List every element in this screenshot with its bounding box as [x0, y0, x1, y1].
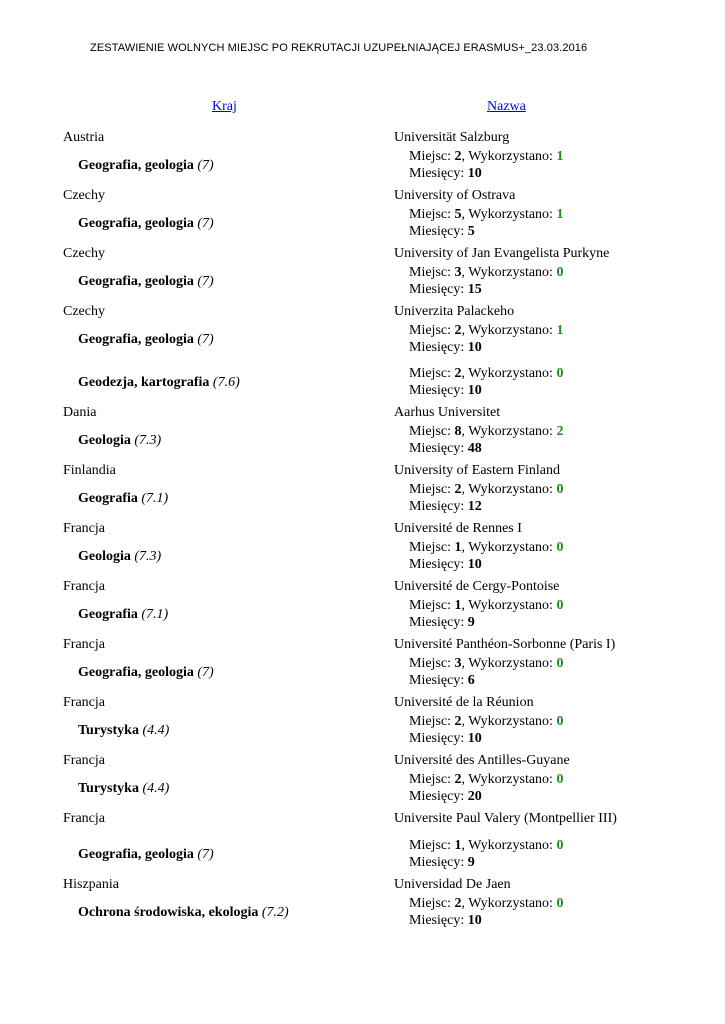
field-row: [63, 597, 638, 632]
used-label: , Wykorzystano:: [461, 482, 557, 497]
field-name: Geografia, geologia: [78, 331, 194, 347]
vacancy-table: [63, 128, 638, 933]
field-of-study: [63, 904, 409, 921]
field-of-study: [63, 432, 409, 449]
months-label: Miesięcy:: [409, 731, 468, 746]
field-row: [63, 539, 638, 574]
university-name: Université des Antilles-Guyane: [394, 753, 570, 768]
quota-line: [409, 322, 638, 339]
field-row: [63, 713, 638, 748]
places-label: Miejsc:: [409, 424, 455, 439]
field-name: Geodezja, kartografia: [78, 374, 210, 390]
university-name: University of Ostrava: [394, 188, 516, 203]
quota-info: [409, 322, 638, 356]
university-name: Universität Salzburg: [394, 130, 510, 145]
quota-info: [409, 713, 638, 747]
used-value: 0: [556, 540, 564, 555]
column-header-country[interactable]: Kraj: [212, 99, 237, 114]
months-label: Miesięcy:: [409, 557, 468, 572]
used-label: , Wykorzystano:: [461, 656, 557, 671]
months-label: Miesięcy:: [409, 913, 468, 928]
field-code: (4.4): [142, 780, 170, 796]
places-label: Miejsc:: [409, 772, 455, 787]
months-label: Miesięcy:: [409, 673, 468, 688]
used-label: , Wykorzystano:: [461, 714, 557, 729]
quota-line: [409, 771, 638, 788]
quota-info: [409, 148, 638, 182]
months-line: [409, 556, 638, 573]
used-value: 0: [556, 838, 564, 853]
places-value: 2: [454, 714, 462, 729]
used-value: 1: [556, 323, 564, 338]
university-name: Universite Paul Valery (Montpellier III): [394, 811, 617, 826]
university-name: Universidad De Jaen: [394, 877, 511, 892]
field-name: Geografia: [78, 606, 138, 622]
places-value: 2: [454, 482, 462, 497]
field-code: (7.2): [261, 904, 289, 920]
months-value: 9: [467, 615, 475, 630]
country-name: Czechy: [63, 188, 105, 203]
places-label: Miejsc:: [409, 482, 455, 497]
months-label: Miesięcy:: [409, 383, 468, 398]
field-name: Geologia: [78, 432, 131, 448]
months-label: Miesięcy:: [409, 499, 468, 514]
months-label: Miesięcy:: [409, 789, 468, 804]
university-name: University of Jan Evangelista Purkyne: [394, 246, 610, 261]
places-value: 8: [454, 424, 462, 439]
months-label: Miesięcy:: [409, 224, 468, 239]
used-value: 0: [556, 772, 564, 787]
places-label: Miejsc:: [409, 149, 455, 164]
used-value: 0: [556, 482, 564, 497]
months-line: [409, 223, 638, 240]
quota-line: [409, 597, 638, 614]
quota-info: [409, 895, 638, 929]
places-value: 2: [454, 323, 462, 338]
field-code: (7.3): [134, 432, 162, 448]
used-value: 1: [556, 207, 564, 222]
quota-info: [409, 539, 638, 573]
months-line: [409, 614, 638, 631]
months-label: Miesięcy:: [409, 441, 468, 456]
country-row: [63, 302, 638, 322]
field-name: Geologia: [78, 548, 131, 564]
used-label: , Wykorzystano:: [461, 424, 557, 439]
places-label: Miejsc:: [409, 366, 455, 381]
country-row: [63, 635, 638, 655]
months-line: [409, 281, 638, 298]
field-code: (7.3): [134, 548, 162, 564]
months-value: 15: [467, 282, 482, 297]
places-value: 3: [454, 265, 462, 280]
months-value: 10: [467, 731, 482, 746]
used-label: , Wykorzystano:: [461, 323, 557, 338]
quota-info: [409, 837, 638, 871]
quota-line: [409, 539, 638, 556]
field-of-study: [63, 490, 409, 507]
country-row: [63, 128, 638, 148]
field-row: [63, 895, 638, 930]
places-value: 1: [454, 598, 462, 613]
quota-line: [409, 837, 638, 854]
quota-line: [409, 895, 638, 912]
country-name: Dania: [63, 405, 97, 420]
months-label: Miesięcy:: [409, 615, 468, 630]
country-name: Hiszpania: [63, 877, 119, 892]
field-name: Geografia, geologia: [78, 215, 194, 231]
university-name: Univerzita Palackeho: [394, 304, 515, 319]
used-value: 0: [556, 598, 564, 613]
document-title: ZESTAWIENIE WOLNYCH MIEJSC PO REKRUTACJI UZUPEŁNIAJĄCEJ ERASMUS+_23.03.2016: [90, 42, 588, 54]
field-row: [63, 481, 638, 516]
field-row: [63, 837, 638, 872]
months-label: Miesięcy:: [409, 855, 468, 870]
months-value: 10: [467, 913, 482, 928]
quota-info: [409, 264, 638, 298]
quota-info: [409, 655, 638, 689]
places-label: Miejsc:: [409, 656, 455, 671]
university-name: University of Eastern Finland: [394, 463, 561, 478]
country-row: [63, 875, 638, 895]
country-row: [63, 693, 638, 713]
quota-info: [409, 206, 638, 240]
places-label: Miejsc:: [409, 540, 455, 555]
field-name: Geografia, geologia: [78, 157, 194, 173]
months-label: Miesięcy:: [409, 282, 468, 297]
field-row: [63, 423, 638, 458]
months-line: [409, 165, 638, 182]
quota-line: [409, 655, 638, 672]
used-label: , Wykorzystano:: [461, 366, 557, 381]
quota-line: [409, 423, 638, 440]
field-of-study: [63, 664, 409, 681]
country-name: Czechy: [63, 246, 105, 261]
country-name: Francja: [63, 521, 105, 536]
months-line: [409, 788, 638, 805]
field-name: Geografia, geologia: [78, 273, 194, 289]
places-label: Miejsc:: [409, 896, 455, 911]
field-name: Geografia, geologia: [78, 846, 194, 862]
field-row: [63, 655, 638, 690]
places-label: Miejsc:: [409, 323, 455, 338]
quota-info: [409, 597, 638, 631]
field-of-study: [63, 157, 409, 174]
used-value: 2: [556, 424, 564, 439]
country-row: [63, 244, 638, 264]
months-value: 10: [467, 166, 482, 181]
field-of-study: [63, 548, 409, 565]
field-of-study: [63, 780, 409, 797]
field-name: Ochrona środowiska, ekologia: [78, 904, 259, 920]
used-label: , Wykorzystano:: [461, 265, 557, 280]
field-of-study: [63, 331, 409, 348]
field-row: [63, 206, 638, 241]
column-header-name[interactable]: Nazwa: [487, 99, 526, 114]
used-value: 0: [556, 366, 564, 381]
field-code: (7): [197, 846, 214, 862]
places-label: Miejsc:: [409, 838, 455, 853]
field-of-study: [63, 722, 409, 739]
field-code: (7): [197, 215, 214, 231]
field-name: Turystyka: [78, 722, 139, 738]
used-label: , Wykorzystano:: [461, 207, 557, 222]
country-name: Austria: [63, 130, 105, 145]
months-value: 48: [467, 441, 482, 456]
places-value: 2: [454, 366, 462, 381]
country-row: [63, 809, 638, 829]
used-label: , Wykorzystano:: [461, 896, 557, 911]
used-value: 1: [556, 149, 564, 164]
country-name: Finlandia: [63, 463, 116, 478]
field-row: [63, 264, 638, 299]
months-value: 20: [467, 789, 482, 804]
country-row: [63, 751, 638, 771]
field-code: (7.1): [141, 490, 169, 506]
months-line: [409, 672, 638, 689]
places-value: 2: [454, 149, 462, 164]
field-of-study: [63, 273, 409, 290]
field-of-study: [63, 606, 409, 623]
field-of-study: [63, 215, 409, 232]
quota-line: [409, 365, 638, 382]
months-value: 9: [467, 855, 475, 870]
country-name: Francja: [63, 695, 105, 710]
used-label: , Wykorzystano:: [461, 772, 557, 787]
used-value: 0: [556, 896, 564, 911]
places-value: 2: [454, 772, 462, 787]
field-name: Geografia: [78, 490, 138, 506]
quota-line: [409, 148, 638, 165]
months-label: Miesięcy:: [409, 340, 468, 355]
country-name: Francja: [63, 637, 105, 652]
months-value: 12: [467, 499, 482, 514]
places-label: Miejsc:: [409, 207, 455, 222]
used-label: , Wykorzystano:: [461, 149, 557, 164]
field-row: [63, 322, 638, 357]
months-line: [409, 440, 638, 457]
months-value: 5: [467, 224, 475, 239]
used-value: 0: [556, 265, 564, 280]
field-code: (7): [197, 273, 214, 289]
field-code: (7): [197, 331, 214, 347]
used-value: 0: [556, 656, 564, 671]
places-label: Miejsc:: [409, 598, 455, 613]
months-value: 6: [467, 673, 475, 688]
used-label: , Wykorzystano:: [461, 598, 557, 613]
field-name: Turystyka: [78, 780, 139, 796]
places-value: 1: [454, 540, 462, 555]
field-of-study: [63, 846, 409, 863]
months-value: 10: [467, 340, 482, 355]
country-row: [63, 519, 638, 539]
quota-line: [409, 206, 638, 223]
field-code: (4.4): [142, 722, 170, 738]
country-name: Francja: [63, 579, 105, 594]
university-name: Université de Rennes I: [394, 521, 522, 536]
quota-line: [409, 481, 638, 498]
university-name: Université de la Réunion: [394, 695, 534, 710]
used-label: , Wykorzystano:: [461, 838, 557, 853]
quota-info: [409, 771, 638, 805]
places-value: 2: [454, 896, 462, 911]
months-line: [409, 730, 638, 747]
field-code: (7.1): [141, 606, 169, 622]
quota-line: [409, 264, 638, 281]
months-line: [409, 912, 638, 929]
months-value: 10: [467, 383, 482, 398]
months-line: [409, 382, 638, 399]
country-name: Francja: [63, 753, 105, 768]
places-label: Miejsc:: [409, 714, 455, 729]
country-row: [63, 461, 638, 481]
country-name: Czechy: [63, 304, 105, 319]
months-line: [409, 854, 638, 871]
months-line: [409, 498, 638, 515]
quota-line: [409, 713, 638, 730]
field-code: (7): [197, 664, 214, 680]
field-of-study: [63, 374, 409, 391]
months-line: [409, 339, 638, 356]
field-row: [63, 771, 638, 806]
months-value: 10: [467, 557, 482, 572]
country-row: [63, 577, 638, 597]
field-row: [63, 148, 638, 183]
quota-info: [409, 365, 638, 399]
places-value: 1: [454, 838, 462, 853]
used-label: , Wykorzystano:: [461, 540, 557, 555]
used-value: 0: [556, 714, 564, 729]
places-label: Miejsc:: [409, 265, 455, 280]
quota-info: [409, 423, 638, 457]
field-name: Geografia, geologia: [78, 664, 194, 680]
university-name: Université de Cergy-Pontoise: [394, 579, 560, 594]
field-row: [63, 365, 638, 400]
field-code: (7.6): [212, 374, 240, 390]
places-value: 5: [454, 207, 462, 222]
places-value: 3: [454, 656, 462, 671]
country-row: [63, 403, 638, 423]
quota-info: [409, 481, 638, 515]
field-code: (7): [197, 157, 214, 173]
university-name: Aarhus Universitet: [394, 405, 501, 420]
country-name: Francja: [63, 811, 105, 826]
months-label: Miesięcy:: [409, 166, 468, 181]
university-name: Université Panthéon-Sorbonne (Paris I): [394, 637, 616, 652]
country-row: [63, 186, 638, 206]
